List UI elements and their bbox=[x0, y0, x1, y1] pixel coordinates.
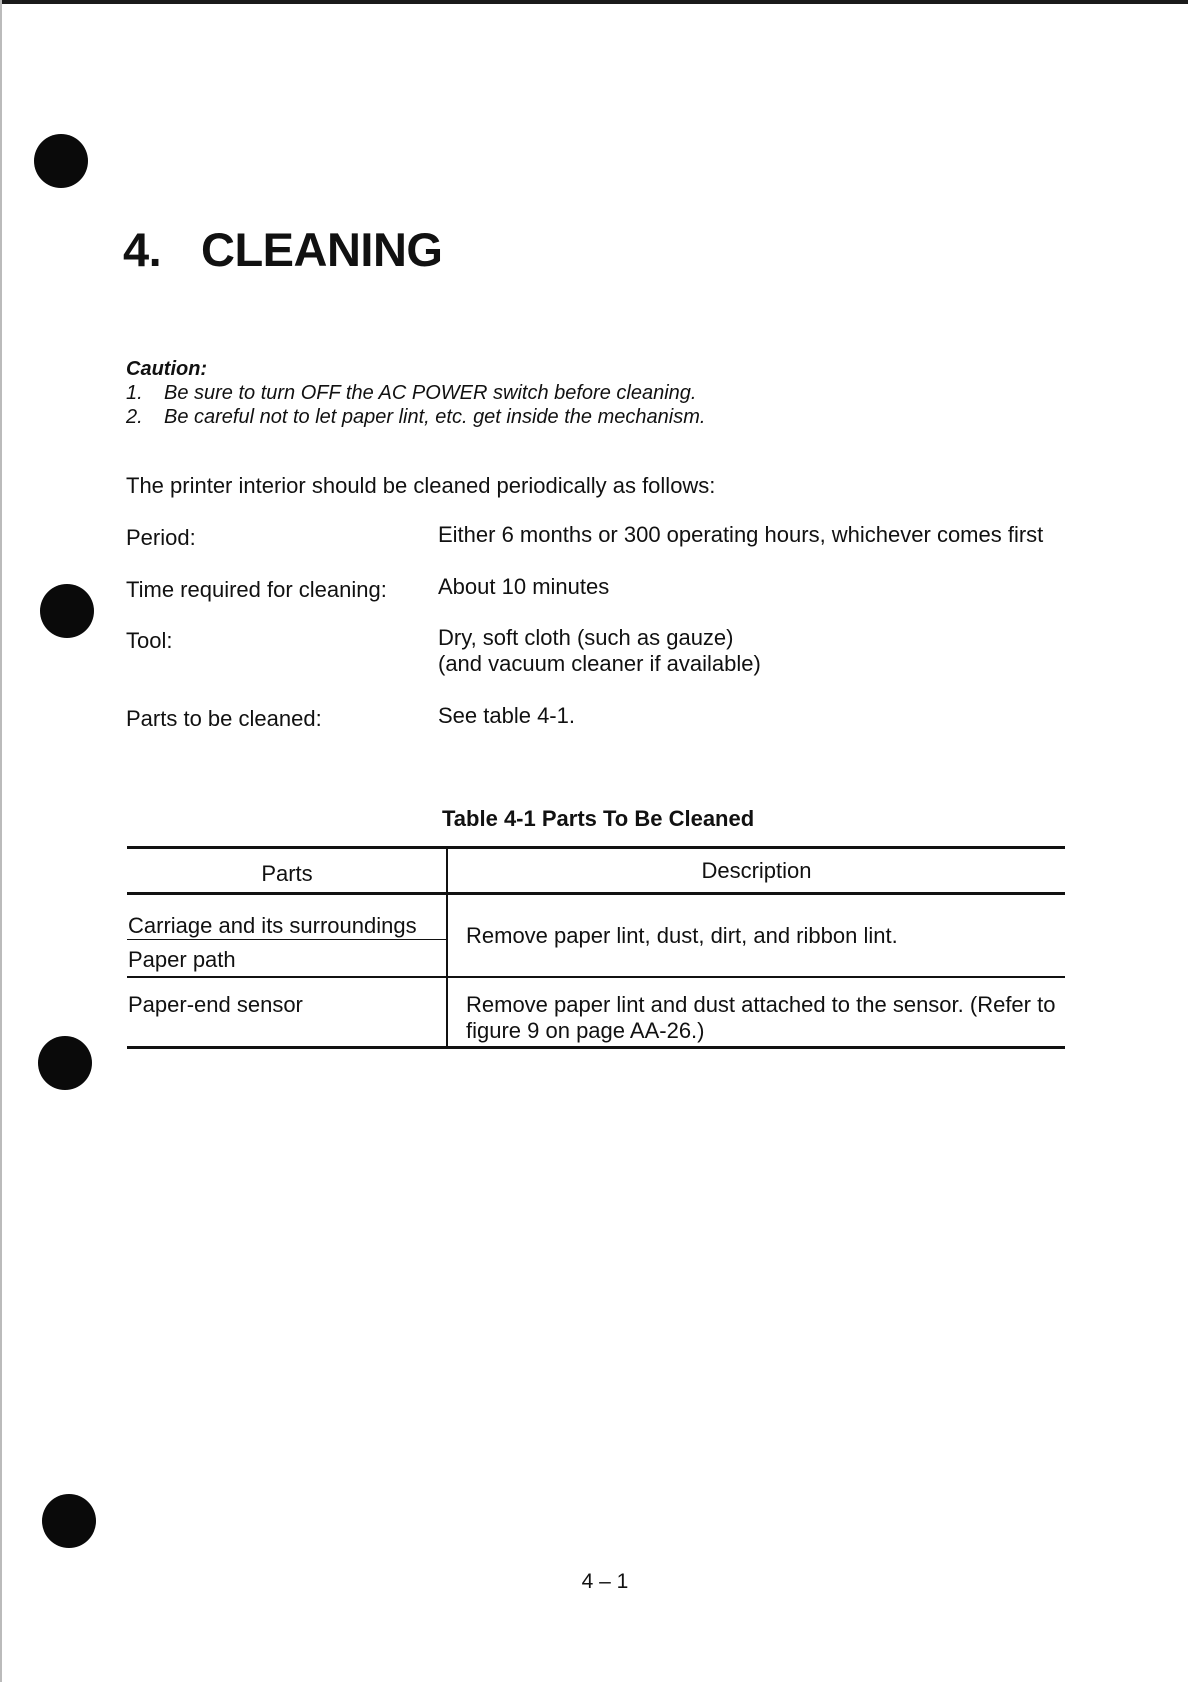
spec-label-parts: Parts to be cleaned: bbox=[126, 706, 322, 731]
table-cell-parts: Carriage and its surroundings bbox=[128, 913, 417, 938]
table-cell-description: Remove paper lint and dust attached to the sensor. (Refer to bbox=[466, 992, 1056, 1017]
spec-value-line: About 10 minutes bbox=[438, 574, 610, 599]
table-cell-parts: Paper-end sensor bbox=[128, 992, 303, 1017]
spec-value-period bbox=[438, 522, 1043, 548]
spec-value-line: Dry, soft cloth (such as gauze) bbox=[438, 625, 734, 650]
caution-item-text: Be careful not to let paper lint, etc. get inside the mechanism. bbox=[164, 406, 706, 428]
spec-label-time: Time required for cleaning: bbox=[126, 577, 387, 602]
table-header-rule bbox=[127, 892, 1065, 895]
table-bottom-rule bbox=[127, 1046, 1065, 1049]
caution-heading: Caution: bbox=[126, 358, 208, 380]
caution-block bbox=[126, 357, 705, 429]
table-top-rule bbox=[127, 846, 1065, 849]
spec-value-parts bbox=[438, 703, 575, 729]
table-row-rule bbox=[127, 976, 1065, 978]
spec-value-line: See table 4-1. bbox=[438, 703, 575, 728]
spec-label-tool: Tool: bbox=[126, 628, 173, 653]
binder-hole-4 bbox=[42, 1494, 96, 1548]
section-number: 4. bbox=[123, 223, 162, 276]
caution-item-number: 2. bbox=[126, 406, 143, 428]
top-border-line bbox=[0, 0, 1188, 4]
table-cell-description: figure 9 on page AA-26.) bbox=[466, 1018, 705, 1043]
caution-item bbox=[126, 381, 705, 405]
caution-item bbox=[126, 405, 705, 429]
left-page-edge bbox=[0, 0, 2, 1682]
intro-paragraph: The printer interior should be cleaned periodically as follows: bbox=[126, 473, 716, 498]
spec-value-line: (and vacuum cleaner if available) bbox=[438, 651, 761, 676]
table-cell-parts: Paper path bbox=[128, 947, 236, 972]
binder-hole-3 bbox=[38, 1036, 92, 1090]
spec-value-tool bbox=[438, 625, 761, 677]
table-cell-description: Remove paper lint, dust, dirt, and ribbon lint. bbox=[466, 923, 898, 948]
binder-hole-1 bbox=[34, 134, 88, 188]
caution-item-number: 1. bbox=[126, 382, 143, 404]
binder-hole-2 bbox=[40, 584, 94, 638]
page-number: 4 – 1 bbox=[581, 1570, 629, 1593]
spec-value-time bbox=[438, 574, 609, 600]
caution-item-text: Be sure to turn OFF the AC POWER switch before cleaning. bbox=[164, 382, 697, 404]
spec-value-line: Either 6 months or 300 operating hours, whichever comes first bbox=[438, 522, 1044, 547]
section-title-text: CLEANING bbox=[201, 223, 443, 276]
table-header-parts: Parts bbox=[261, 861, 313, 886]
spec-label-period: Period: bbox=[126, 525, 196, 550]
section-title bbox=[123, 222, 442, 277]
table-header-description: Description bbox=[701, 858, 812, 883]
table-caption: Table 4-1 Parts To Be Cleaned bbox=[442, 806, 755, 831]
table-subrow-rule bbox=[127, 939, 447, 940]
